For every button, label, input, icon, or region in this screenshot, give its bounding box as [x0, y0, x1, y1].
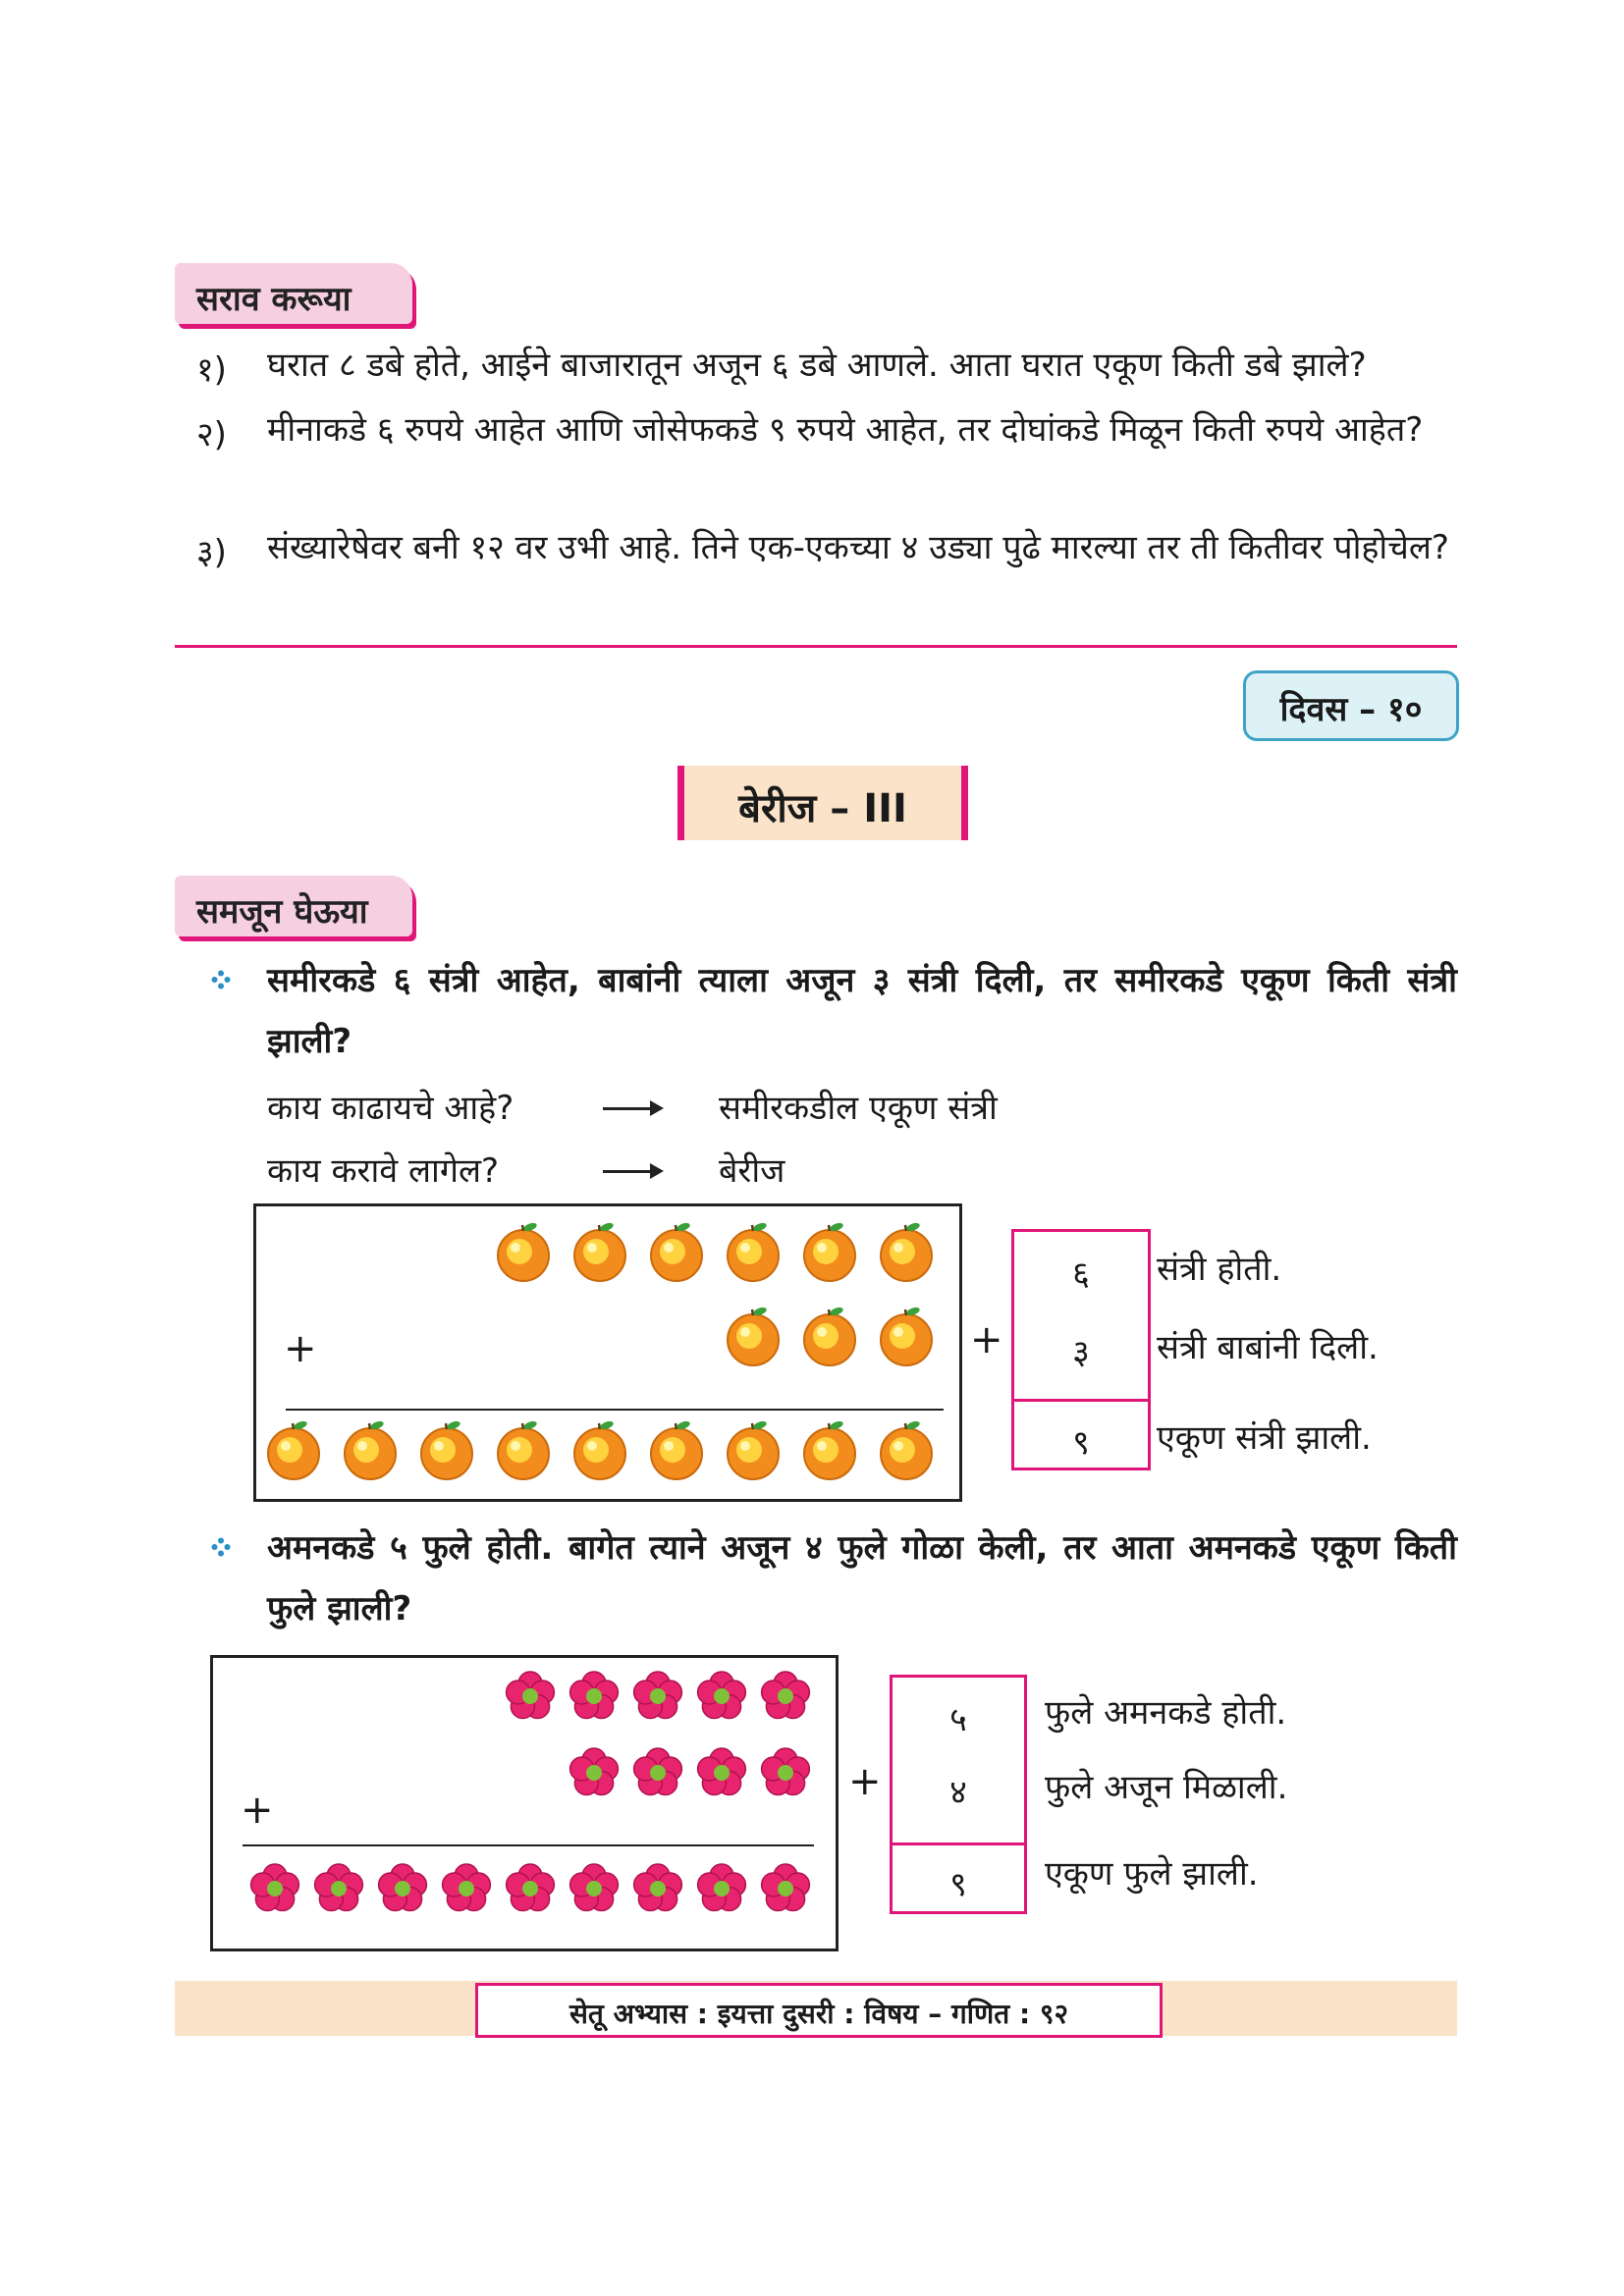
section-divider	[175, 645, 1457, 648]
question-number: १)	[196, 350, 227, 390]
orange-icon	[492, 1418, 555, 1481]
diamond-bullet-icon	[211, 1537, 231, 1557]
sum-line	[286, 1409, 944, 1411]
addend-2: ३	[1072, 1333, 1090, 1372]
question-text: घरात ८ डबे होते, आईने बाजारातून अजून ६ डबे आणले. आता घरात एकूण किती डबे झाले?	[267, 346, 1367, 385]
orange-icon	[875, 1305, 938, 1367]
orange-icon	[492, 1220, 555, 1283]
flower-icon	[695, 1746, 748, 1799]
flower-icon	[759, 1670, 812, 1723]
orange-icon	[798, 1305, 861, 1367]
addend-2-label: फुले अजून मिळाली.	[1045, 1768, 1288, 1807]
flower-icon	[759, 1746, 812, 1799]
plus-sign: +	[241, 1788, 274, 1833]
flower-icon	[504, 1862, 557, 1915]
sum-line	[243, 1844, 814, 1846]
flower-icon	[631, 1670, 684, 1723]
sum-label: एकूण फुले झाली.	[1045, 1854, 1259, 1894]
addend-2: ४	[949, 1773, 967, 1812]
orange-icon	[798, 1418, 861, 1481]
question-number: ३)	[196, 533, 227, 572]
ask-how-answer: बेरीज	[719, 1151, 785, 1191]
example-2-question: अमनकडे ५ फुले होती. बागेत त्याने अजून ४ फुले गोळा केली, तर आता अमनकडे एकूण किती फुले झाली?	[267, 1528, 1457, 1629]
flower-icon	[631, 1746, 684, 1799]
addend-1: ६	[1072, 1255, 1090, 1294]
orange-icon	[722, 1305, 785, 1367]
lesson-title	[677, 766, 968, 840]
orange-icon	[722, 1220, 785, 1283]
addend-1-label: फुले अमनकडे होती.	[1045, 1693, 1287, 1733]
flower-icon	[631, 1862, 684, 1915]
right-arrow-icon	[603, 1107, 660, 1110]
ask-what-answer: समीरकडील एकूण संत्री	[719, 1089, 998, 1128]
addend-2-label: संत्री बाबांनी दिली.	[1157, 1328, 1379, 1367]
practice-section-tag	[175, 263, 412, 324]
orange-icon	[568, 1220, 631, 1283]
lesson-title-text: बेरीज – III	[738, 786, 907, 831]
orange-icon	[568, 1418, 631, 1481]
orange-icon	[339, 1418, 402, 1481]
day-badge	[1243, 670, 1459, 741]
question-number: २)	[196, 415, 227, 454]
example-1-question: समीरकडे ६ संत्री आहेत, बाबांनी त्याला अजून ३ संत्री दिली, तर समीरकडे एकूण किती संत्री झाली?	[267, 961, 1457, 1061]
ask-what-question: काय काढायचे आहे?	[267, 1089, 514, 1128]
footer-text: सेतू अभ्यास : इयत्ता दुसरी : विषय – गणित : ९२	[568, 1998, 1069, 2030]
orange-icon	[262, 1418, 325, 1481]
understand-tag-label: समजून घेऊया	[196, 892, 368, 932]
orange-icon	[875, 1220, 938, 1283]
sum-value: ९	[949, 1865, 967, 1904]
orange-icon	[875, 1418, 938, 1481]
sum-label: एकूण संत्री झाली.	[1157, 1418, 1372, 1458]
flower-icon	[568, 1746, 621, 1799]
flower-icon	[568, 1862, 621, 1915]
flower-icon	[695, 1670, 748, 1723]
ask-how-question: काय करावे लागेल?	[267, 1151, 500, 1191]
question-text: संख्यारेषेवर बनी १२ वर उभी आहे. तिने एक-एकच्या ४ उड्या पुढे मारल्या तर ती कितीवर पोहोचेल?	[267, 528, 1449, 567]
oranges-addition-table	[1011, 1229, 1151, 1470]
addend-1-label: संत्री होती.	[1157, 1250, 1282, 1289]
flower-icon	[376, 1862, 429, 1915]
addend-1: ५	[949, 1700, 967, 1739]
page-footer	[475, 1983, 1163, 2038]
day-badge-label: दिवस – १०	[1279, 690, 1423, 729]
flower-icon	[759, 1862, 812, 1915]
flowers-addition-table	[890, 1675, 1027, 1914]
table-divider	[1014, 1399, 1148, 1402]
question-text: मीनाकडे ६ रुपये आहेत आणि जोसेफकडे ९ रुपये आहेत, तर दोघांकडे मिळून किती रुपये आहेत?	[267, 410, 1424, 450]
diamond-bullet-icon	[211, 970, 231, 989]
oranges-picture-box	[253, 1203, 962, 1502]
plus-sign: +	[970, 1317, 1003, 1362]
flower-icon	[248, 1862, 301, 1915]
sum-value: ९	[1072, 1423, 1090, 1463]
flowers-picture-box	[210, 1655, 839, 1951]
plus-sign: +	[848, 1759, 882, 1804]
flower-icon	[568, 1670, 621, 1723]
orange-icon	[798, 1220, 861, 1283]
flower-icon	[504, 1670, 557, 1723]
right-arrow-icon	[603, 1170, 660, 1173]
orange-icon	[645, 1220, 708, 1283]
understand-section-tag	[175, 876, 412, 936]
flower-icon	[312, 1862, 365, 1915]
table-divider	[893, 1842, 1024, 1845]
orange-icon	[722, 1418, 785, 1481]
orange-icon	[415, 1418, 478, 1481]
flower-icon	[440, 1862, 493, 1915]
practice-tag-label: सराव करूया	[196, 280, 352, 319]
flower-icon	[695, 1862, 748, 1915]
plus-sign: +	[284, 1326, 317, 1371]
orange-icon	[645, 1418, 708, 1481]
